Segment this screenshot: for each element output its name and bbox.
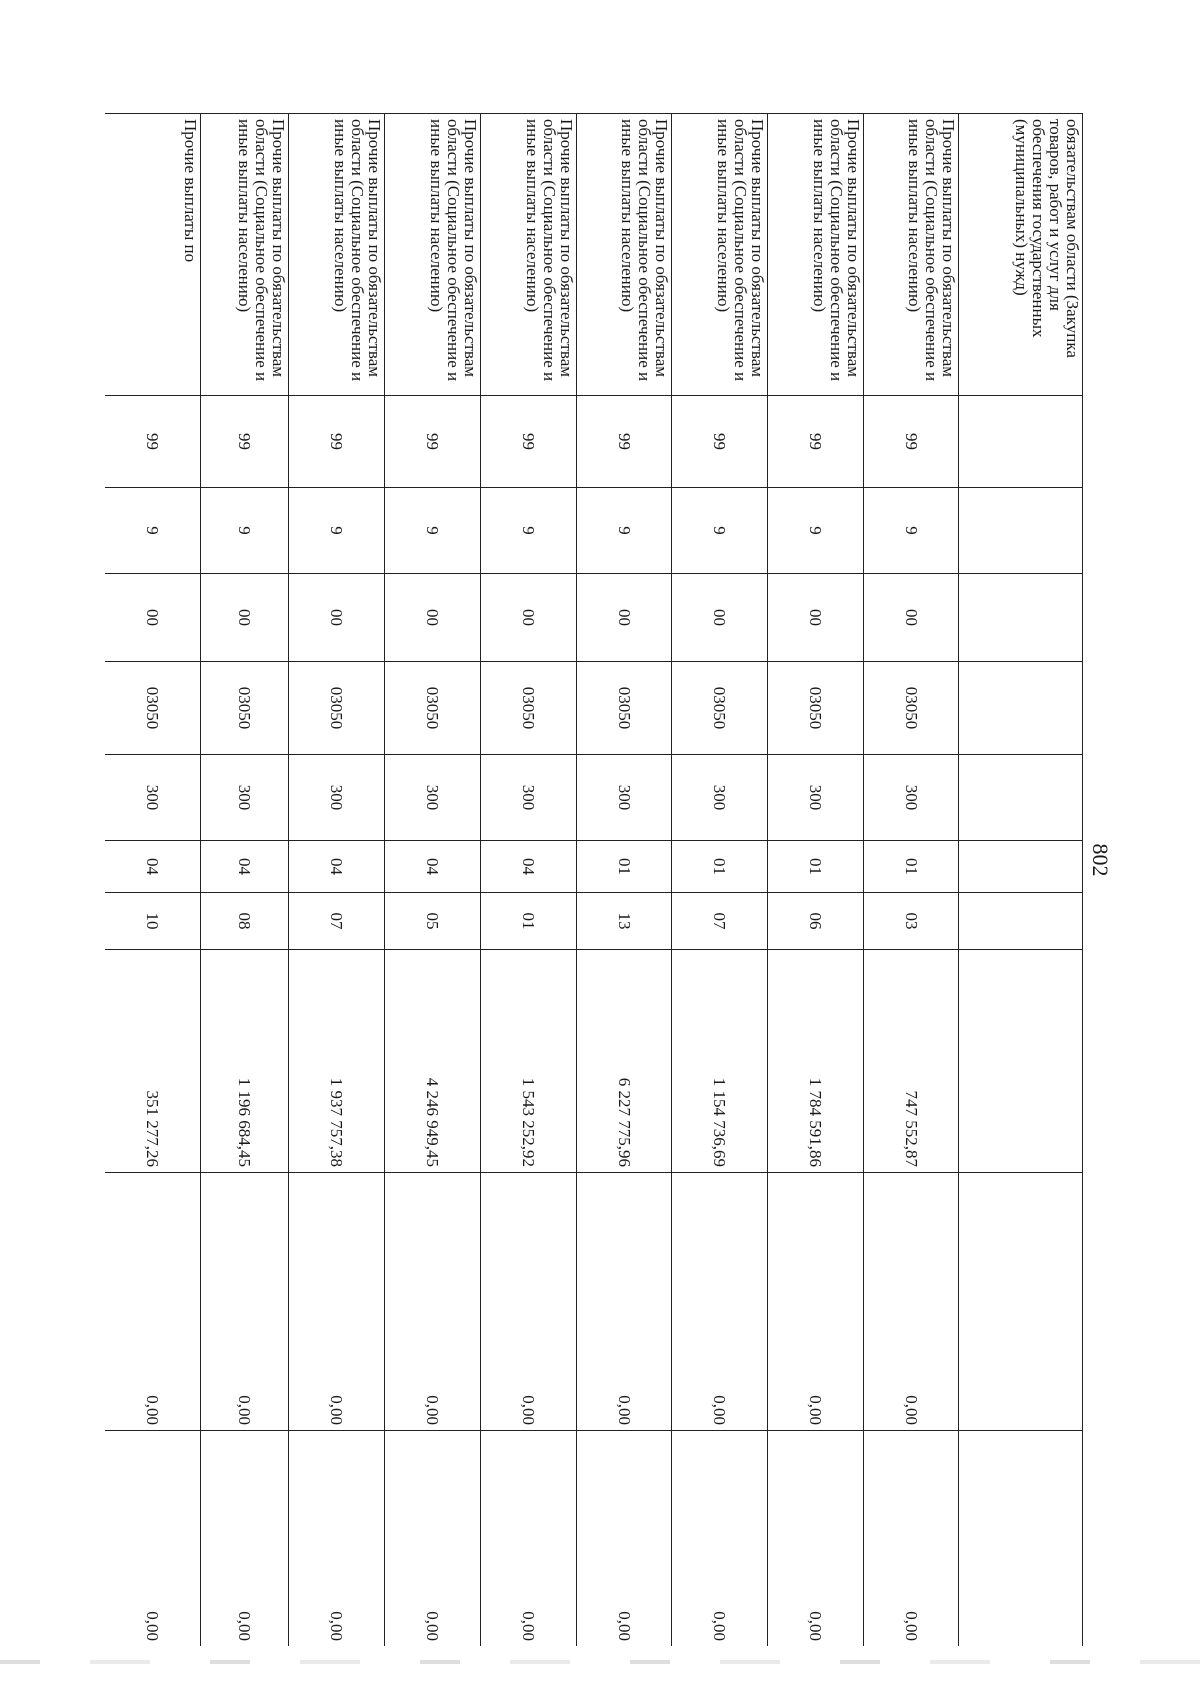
cell-direction: 00 — [481, 574, 577, 662]
cell-amount: 1 196 684,45 — [201, 950, 289, 1173]
cell-section: 04 — [481, 841, 577, 893]
cell-amount: 4 246 949,45 — [385, 950, 481, 1173]
cell-program: 99 — [768, 396, 864, 488]
cell-section: 04 — [105, 841, 201, 893]
cell-direction: 00 — [672, 574, 768, 662]
cell-amount-2 — [959, 1173, 1083, 1431]
cell-amount-3: 0,00 — [385, 1431, 481, 1647]
cell-section: 01 — [768, 841, 864, 893]
cell-amount-2: 0,00 — [385, 1173, 481, 1431]
cell-amount — [959, 950, 1083, 1173]
cell-amount: 351 277,26 — [105, 950, 201, 1173]
rotated-table-wrapper — [105, 113, 1083, 1646]
cell-expense-type: 300 — [481, 755, 577, 841]
cell-section: 04 — [201, 841, 289, 893]
page-number: 802 — [1088, 843, 1113, 877]
cell-program: 99 — [385, 396, 481, 488]
table-row — [201, 114, 289, 1647]
cell-section: 01 — [864, 841, 959, 893]
table-row — [481, 114, 577, 1647]
cell-expense-type: 300 — [864, 755, 959, 841]
cell-program: 99 — [201, 396, 289, 488]
cell-expense-code: 03050 — [385, 662, 481, 755]
cell-section: 04 — [385, 841, 481, 893]
cell-amount-3: 0,00 — [289, 1431, 385, 1647]
cell-amount: 1 784 591,86 — [768, 950, 864, 1173]
cell-subsection: 07 — [289, 893, 385, 950]
cell-direction: 00 — [201, 574, 289, 662]
table-row — [672, 114, 768, 1647]
cell-direction — [959, 574, 1083, 662]
table-row — [289, 114, 385, 1647]
cell-description: Прочие выплаты по обязательствам области (Социальное обеспечение и иные выплаты населению) — [672, 114, 768, 396]
scan-edge-noise — [0, 1660, 1200, 1664]
cell-section: 04 — [289, 841, 385, 893]
cell-expense-type: 300 — [768, 755, 864, 841]
cell-description: Прочие выплаты по обязательствам области (Социальное обеспечение и иные выплаты населению) — [577, 114, 672, 396]
cell-expense-type: 300 — [577, 755, 672, 841]
cell-subsection: 10 — [105, 893, 201, 950]
cell-expense-type — [959, 755, 1083, 841]
cell-amount-3: 0,00 — [201, 1431, 289, 1647]
cell-expense-code: 03050 — [289, 662, 385, 755]
cell-amount: 1 154 736,69 — [672, 950, 768, 1173]
cell-subprogram: 9 — [385, 488, 481, 574]
cell-description: Прочие выплаты по обязательствам области (Социальное обеспечение и иные выплаты населению) — [289, 114, 385, 396]
cell-amount: 6 227 775,96 — [577, 950, 672, 1173]
cell-expense-code: 03050 — [481, 662, 577, 755]
cell-expense-code: 03050 — [201, 662, 289, 755]
cell-expense-type: 300 — [385, 755, 481, 841]
cell-amount-2: 0,00 — [105, 1173, 201, 1431]
cell-expense-type: 300 — [105, 755, 201, 841]
cell-amount: 747 552,87 — [864, 950, 959, 1173]
cell-section: 01 — [672, 841, 768, 893]
cell-expense-code: 03050 — [577, 662, 672, 755]
cell-expense-code: 03050 — [105, 662, 201, 755]
cell-subsection: 03 — [864, 893, 959, 950]
cell-amount: 1 937 757,38 — [289, 950, 385, 1173]
cell-section: 01 — [577, 841, 672, 893]
table-row — [768, 114, 864, 1647]
cell-program: 99 — [105, 396, 201, 488]
cell-program: 99 — [672, 396, 768, 488]
table-row — [577, 114, 672, 1647]
cell-program — [959, 396, 1083, 488]
budget-table — [105, 113, 1083, 1646]
cell-direction: 00 — [289, 574, 385, 662]
cell-description: Прочие выплаты по обязательствам области (Социальное обеспечение и иные выплаты населению) — [481, 114, 577, 396]
cell-subprogram — [959, 488, 1083, 574]
cell-expense-type: 300 — [201, 755, 289, 841]
cell-description: Прочие выплаты по — [105, 114, 201, 396]
cell-subprogram: 9 — [864, 488, 959, 574]
cell-subsection: 01 — [481, 893, 577, 950]
cell-amount-3: 0,00 — [481, 1431, 577, 1647]
table-body — [105, 114, 1083, 1647]
cell-subsection: 08 — [201, 893, 289, 950]
cell-subsection: 07 — [672, 893, 768, 950]
cell-subprogram: 9 — [201, 488, 289, 574]
cell-subsection: 05 — [385, 893, 481, 950]
cell-amount-2: 0,00 — [672, 1173, 768, 1431]
cell-amount-2: 0,00 — [201, 1173, 289, 1431]
cell-subprogram: 9 — [577, 488, 672, 574]
cell-expense-code: 03050 — [672, 662, 768, 755]
cell-subsection: 13 — [577, 893, 672, 950]
cell-amount-3: 0,00 — [672, 1431, 768, 1647]
cell-subprogram: 9 — [768, 488, 864, 574]
cell-expense-code: 03050 — [768, 662, 864, 755]
cell-subprogram: 9 — [672, 488, 768, 574]
cell-section — [959, 841, 1083, 893]
cell-direction: 00 — [768, 574, 864, 662]
table-row — [105, 114, 201, 1647]
cell-description: Прочие выплаты по обязательствам области (Социальное обеспечение и иные выплаты населению) — [864, 114, 959, 396]
table-row — [385, 114, 481, 1647]
cell-program: 99 — [289, 396, 385, 488]
cell-amount-3: 0,00 — [768, 1431, 864, 1647]
cell-program: 99 — [577, 396, 672, 488]
cell-direction: 00 — [577, 574, 672, 662]
cell-subsection — [959, 893, 1083, 950]
cell-amount-3: 0,00 — [105, 1431, 201, 1647]
cell-direction: 00 — [105, 574, 201, 662]
cell-subprogram: 9 — [289, 488, 385, 574]
cell-amount-3 — [959, 1431, 1083, 1647]
cell-expense-type: 300 — [672, 755, 768, 841]
cell-description: Прочие выплаты по обязательствам области (Социальное обеспечение и иные выплаты населению) — [768, 114, 864, 396]
document-sheet — [105, 113, 1083, 1646]
table-row — [959, 114, 1083, 1647]
cell-amount-3: 0,00 — [864, 1431, 959, 1647]
cell-subsection: 06 — [768, 893, 864, 950]
cell-program: 99 — [481, 396, 577, 488]
cell-amount-2: 0,00 — [864, 1173, 959, 1431]
cell-amount-2: 0,00 — [768, 1173, 864, 1431]
cell-direction: 00 — [385, 574, 481, 662]
cell-amount-2: 0,00 — [577, 1173, 672, 1431]
cell-expense-code: 03050 — [864, 662, 959, 755]
cell-subprogram: 9 — [105, 488, 201, 574]
cell-expense-type: 300 — [289, 755, 385, 841]
cell-expense-code — [959, 662, 1083, 755]
cell-description: Прочие выплаты по обязательствам области (Социальное обеспечение и иные выплаты населению) — [385, 114, 481, 396]
cell-description: Прочие выплаты по обязательствам области (Социальное обеспечение и иные выплаты населению) — [201, 114, 289, 396]
cell-amount-2: 0,00 — [289, 1173, 385, 1431]
cell-amount: 1 543 252,92 — [481, 950, 577, 1173]
table-row — [864, 114, 959, 1647]
cell-amount-3: 0,00 — [577, 1431, 672, 1647]
cell-subprogram: 9 — [481, 488, 577, 574]
cell-program: 99 — [864, 396, 959, 488]
cell-direction: 00 — [864, 574, 959, 662]
cell-description: обязательствам области (Закупка товаров, работ и услуг для обеспечения государственных (муниципальных) нужд) — [959, 114, 1083, 396]
cell-amount-2: 0,00 — [481, 1173, 577, 1431]
